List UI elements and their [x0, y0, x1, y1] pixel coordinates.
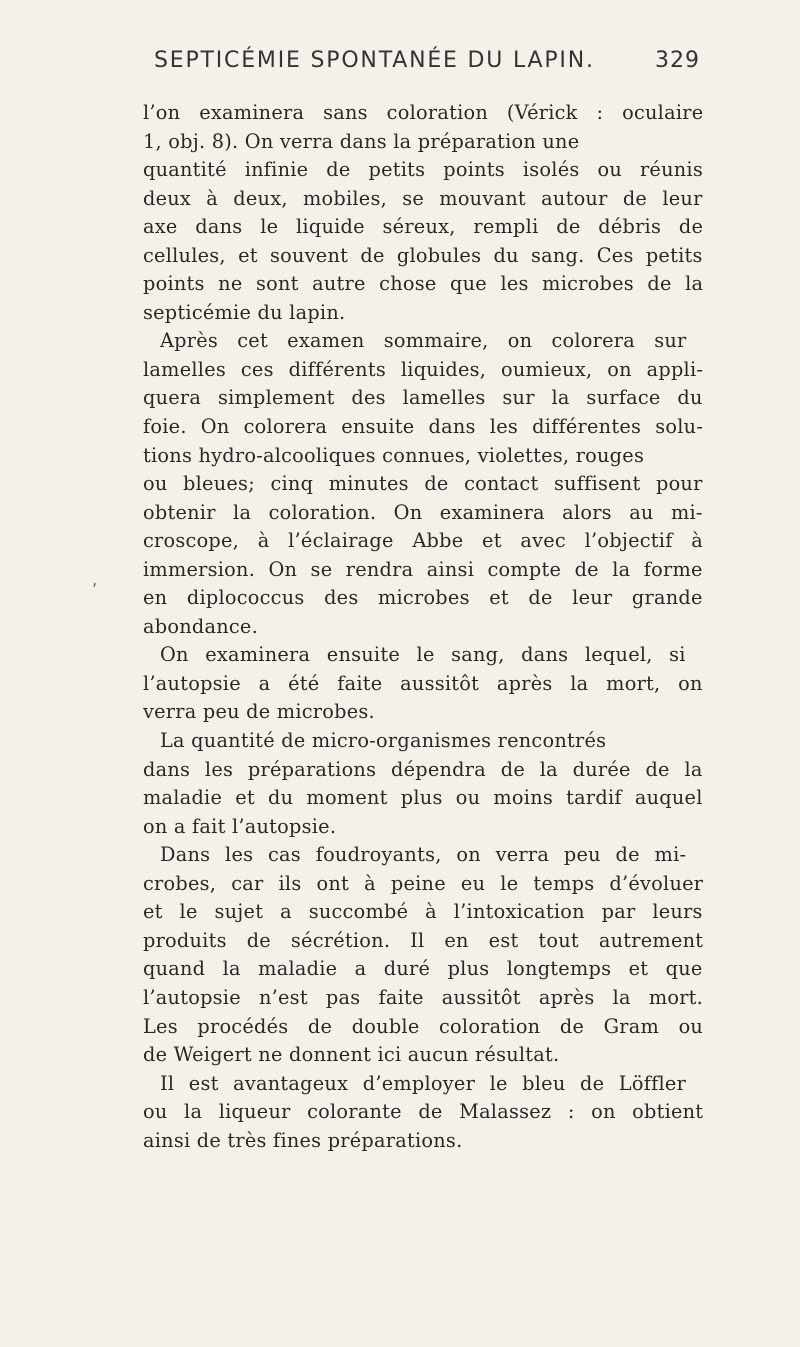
text-line: crobes, car ils ont à peine eu le temps d’évoluer	[143, 871, 704, 895]
text-line: obtenir la coloration. On examinera alors au mi-	[143, 500, 703, 524]
text-line: septicémie du lapin.	[143, 300, 346, 324]
text-line: tions hydro-alcooliques connues, violettes, rouges	[143, 443, 645, 467]
text-line: ainsi de très fines préparations.	[143, 1128, 463, 1152]
body-text	[143, 99, 703, 1155]
text-line: dans les préparations dépendra de la durée de la	[143, 757, 703, 781]
text-line: Il est avantageux d’employer le bleu de Löffler	[160, 1071, 687, 1095]
text-line: 1, obj. 8). On verra dans la préparation une	[143, 129, 580, 153]
text-line: maladie et du moment plus ou moins tardif auquel	[143, 786, 703, 810]
text-line: Après cet examen sommaire, on colorera sur	[160, 329, 687, 353]
text-line: Dans les cas foudroyants, on verra peu de mi-	[160, 843, 687, 867]
text-line: immersion. On se rendra ainsi compte de la forme	[143, 557, 703, 581]
text-line: Les procédés de double coloration de Gram ou	[143, 1014, 704, 1038]
text-line: et le sujet a succombé à l’intoxication par leurs	[143, 900, 703, 924]
text-line: l’autopsie a été faite aussitôt après la mort, on	[143, 671, 703, 695]
text-line: quantité infinie de petits points isolés ou réunis	[143, 158, 703, 182]
text-line: ou bleues; cinq minutes de contact suffisent pour	[143, 472, 703, 496]
text-line: lamelles ces différents liquides, oumieux, on appli-	[143, 357, 704, 381]
text-line: ou la liqueur colorante de Malassez : on obtient	[143, 1100, 704, 1124]
text-line: On examinera ensuite le sang, dans lequel, si	[160, 643, 686, 667]
running-head	[140, 48, 700, 84]
text-line: en diplococcus des microbes et de leur grande	[143, 586, 703, 610]
page-number: 329	[655, 48, 700, 73]
text-line: deux à deux, mobiles, se mouvant autour de leur	[143, 186, 703, 210]
text-line: La quantité de micro-organismes rencontrés	[160, 729, 607, 753]
text-line: on a fait l’autopsie.	[143, 814, 337, 838]
text-line: points ne sont autre chose que les microbes de la	[143, 272, 704, 296]
text-line: l’on examinera sans coloration (Vérick : oculaire	[143, 101, 704, 124]
text-line: de Weigert ne donnent ici aucun résultat.	[143, 1043, 560, 1067]
text-line: l’autopsie n’est pas faite aussitôt après la mort.	[143, 985, 704, 1009]
text-line: foie. On colorera ensuite dans les différentes solu-	[143, 415, 704, 439]
text-line: quera simplement des lamelles sur la surface du	[143, 386, 703, 410]
text-line: croscope, à l’éclairage Abbe et avec l’objectif à	[143, 529, 704, 553]
text-line: quand la maladie a duré plus longtemps et que	[143, 957, 703, 981]
text-line: produits de sécrétion. Il en est tout autrement	[143, 928, 704, 952]
text-line: abondance.	[143, 614, 258, 638]
text-line: verra peu de microbes.	[143, 700, 375, 724]
text-line: cellules, et souvent de globules du sang. Ces petits	[143, 243, 703, 267]
running-title: SEPTICÉMIE SPONTANÉE DU LAPIN.	[154, 48, 595, 73]
text-line: axe dans le liquide séreux, rempli de débris de	[143, 215, 704, 239]
margin-dash-mark: ‚	[92, 570, 98, 589]
